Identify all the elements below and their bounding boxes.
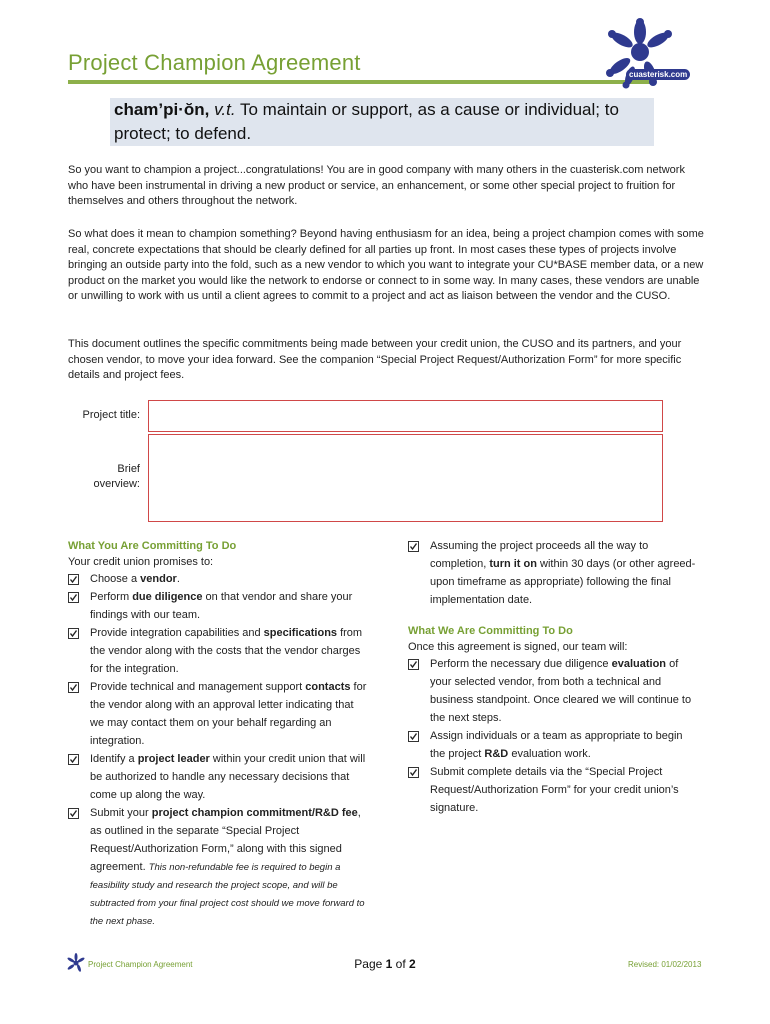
checkbox-checked-icon xyxy=(68,592,79,603)
checklist-pre-text: Choose a xyxy=(90,573,141,585)
definition-word: cham’pi·ŏn, xyxy=(114,100,210,119)
checkbox-checked-icon xyxy=(68,682,79,693)
outline-paragraph: This document outlines the specific commitments being made between your credit union, the CUSO and its partners, and your chosen vendor, to move your idea forward. See the companion “Special Project Request/Authorization Form” for more specific details and project fees. xyxy=(68,338,682,382)
checklist-bold-text: project leader xyxy=(137,753,210,765)
checklist-pre-text: Assign individuals or a team as appropriate to begin the project xyxy=(430,730,683,760)
checklist-item xyxy=(68,588,368,624)
checklist-bold-text: project champion commitment/R&D fee xyxy=(151,807,358,819)
overview-field[interactable] xyxy=(148,434,663,522)
definition-pos: v.t. xyxy=(214,100,236,119)
checklist-pre-text: Provide technical and management support xyxy=(90,681,306,693)
checklist-item xyxy=(68,570,368,588)
checklist-post-text: . xyxy=(176,573,180,585)
checklist-pre-text: Submit complete details via the “Special Project Request/Authorization Form” for your credit union’s signature. xyxy=(430,766,679,814)
checkbox-checked-icon xyxy=(68,574,79,585)
checklist-bold-text: R&D xyxy=(484,748,509,760)
checkbox-checked-icon xyxy=(408,659,419,670)
checklist-post-text: evaluation work. xyxy=(508,748,591,760)
checklist-post-text: , as outlined in the separate “Special Project Request/Authorization Form,” along with this signed agreement. xyxy=(90,807,361,873)
we-commit-intro: Once this agreement is signed, our team will: xyxy=(408,641,628,653)
project-title-field[interactable] xyxy=(148,400,663,432)
definition-box xyxy=(110,98,654,146)
you-commit-continued-list xyxy=(408,537,700,609)
footer-doc-name: Project Champion Agreement xyxy=(88,960,193,969)
checklist-post-text: for the vendor along with an approval letter indicating that we may contact them on your behalf regarding an integration. xyxy=(90,681,367,747)
intro-paragraph: So you want to champion a project...congratulations! You are in good company with many others in the cuasterisk.com network who have been instrumental in driving a new product or service, an enhancement, or some other special project to fruition for themselves and others throughout the network. xyxy=(68,164,685,208)
checkbox-checked-icon xyxy=(68,754,79,765)
project-title-label: Project title: xyxy=(82,409,140,421)
title-underline xyxy=(68,80,656,84)
checklist-pre-text: Perform xyxy=(90,591,133,603)
checklist-bold-text: evaluation xyxy=(611,658,667,670)
you-commit-intro: Your credit union promises to: xyxy=(68,556,214,568)
checklist-item xyxy=(408,763,700,817)
checklist-post-text: within your credit union that will be authorized to handle any necessary decisions that come up along the way. xyxy=(90,753,366,801)
checklist-item xyxy=(68,624,368,678)
checklist-pre-text: Submit your xyxy=(90,807,152,819)
revised-date: Revised: 01/02/2013 xyxy=(628,960,702,969)
checkbox-checked-icon xyxy=(408,731,419,742)
checklist-bold-text: vendor xyxy=(140,573,177,585)
you-commit-heading: What You Are Committing To Do xyxy=(68,540,237,552)
checklist-pre-text: Perform the necessary due diligence xyxy=(430,658,612,670)
page-title: Project Champion Agreement xyxy=(68,50,361,75)
checklist-post-text: within 30 days (or other agreed-upon timeframe as appropriate) following the final implementation date. xyxy=(430,558,696,606)
checklist-post-text: of your selected vendor, from both a technical and business standpoint. Once cleared we will continue to the next steps. xyxy=(430,658,692,724)
checklist-bold-text: specifications xyxy=(263,627,338,639)
you-commit-section xyxy=(68,538,368,930)
checklist-pre-text: Identify a xyxy=(90,753,138,765)
page-number: Page 1 of 2 xyxy=(354,957,416,971)
checklist-item xyxy=(408,537,700,609)
checklist-item xyxy=(408,727,700,763)
checklist-bold-text: contacts xyxy=(305,681,351,693)
checklist-post-text: on that vendor and share your findings with our team. xyxy=(90,591,353,621)
checklist-post-text: from the vendor along with the costs that the vendor charges for the integration. xyxy=(90,627,363,675)
definition-text: To maintain or support, as a cause or individual; to protect; to defend. xyxy=(114,100,619,143)
we-commit-list xyxy=(408,655,700,817)
checklist-item xyxy=(68,750,368,804)
checklist-pre-text: Assuming the project proceeds all the way to completion, xyxy=(430,540,649,570)
checklist-item xyxy=(408,655,700,727)
right-column xyxy=(408,537,700,817)
overview-label: Brief overview: xyxy=(93,463,140,490)
checklist-item xyxy=(68,804,368,930)
checklist-pre-text: Provide integration capabilities and xyxy=(90,627,264,639)
we-commit-heading: What We Are Committing To Do xyxy=(408,625,573,637)
logo-wordmark: cuasterisk.com xyxy=(626,69,690,80)
checkbox-checked-icon xyxy=(68,628,79,639)
meaning-paragraph: So what does it mean to champion something? Beyond having enthusiasm for an idea, being a project champion comes with some real, concrete expectations that should be clearly defined for all parties up front. In most cases these types of projects involve bringing an outside party into the fold, such as a new vendor to which you want to integrate your CU*BASE member data, or a new product on the market you would like the network to endorse or connect to in some way. In many cases, these vendors are unable or unwilling to work with us until a client agrees to commit to a project and act as liaison between the vendor and the CUSO. xyxy=(68,228,704,303)
you-commit-list xyxy=(68,570,368,930)
checkbox-checked-icon xyxy=(68,808,79,819)
checklist-bold-text: due diligence xyxy=(132,591,203,603)
asterisk-logo-icon xyxy=(590,18,690,92)
checklist-item xyxy=(68,678,368,750)
checklist-note-text: This non-refundable fee is required to begin a feasibility study and research the project scope, and will be subtracted from your final project cost should we move forward to the next phase. xyxy=(90,862,365,927)
checkbox-checked-icon xyxy=(408,767,419,778)
checklist-bold-text: turn it on xyxy=(489,558,537,570)
checkbox-checked-icon xyxy=(408,541,419,552)
